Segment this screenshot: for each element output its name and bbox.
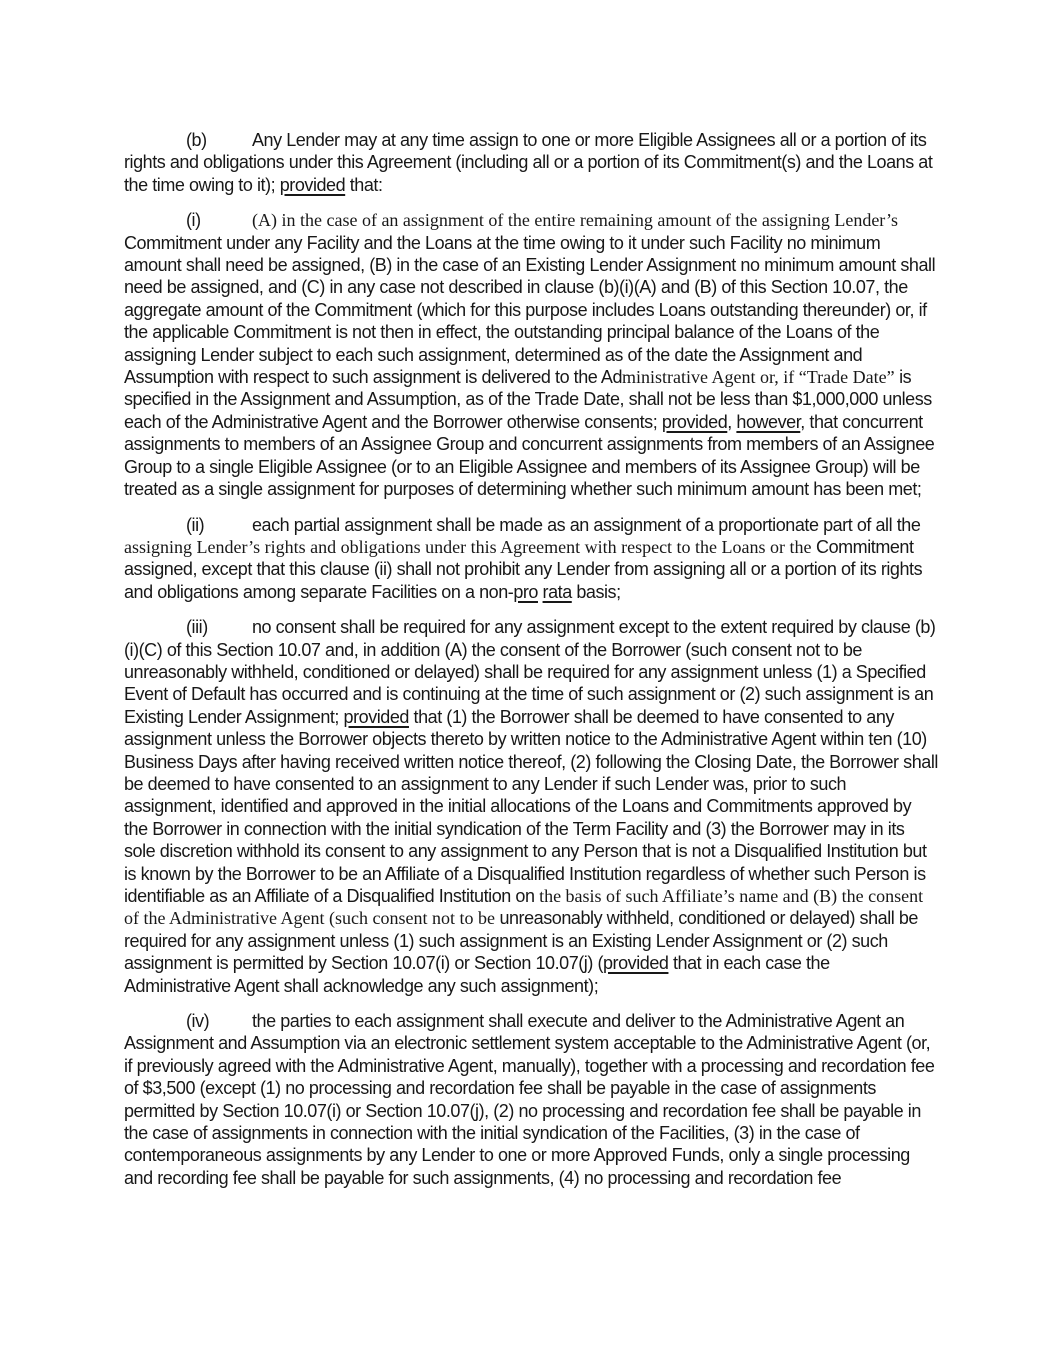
- text-segment: Any Lender may at any time assign to one or more Eligible Assignees all or a portion of its rights and obligations under this Agreement (including all or a portion of its Commitment(s) and the Loans at the time owing to it);: [124, 130, 933, 195]
- text-segment: each partial assignment shall be made as an assignment of a proportionate part of all the: [252, 514, 921, 535]
- paragraph-label: (ii): [186, 514, 205, 535]
- text-segment: , that concurrent assignments to members of an Assignee Group and concurrent assignments from members of an Assignee Group to a single Eligible Assignee (or to an Eligible Assignee and members of its Assignee Group) will be treated as a single assignment for purposes of determining whether such minimum amount has been met;: [124, 411, 935, 500]
- paragraph-ii: [124, 514, 939, 604]
- text-segment: Commitment assigned, except that this clause (ii) shall not prohibit any Lender from assigning all or a portion of its rights and obligations among separate Facilities on a non-: [124, 536, 923, 602]
- text-segment: assigning Lender’s rights and obligations under this Agreement with respect to the Loans or the: [124, 536, 817, 557]
- text-segment: that (1) the Borrower shall be deemed to have consented to any assignment unless the Borrower objects thereto by written notice to the Administrative Agent within ten (10) Business Days after having received written notice thereof, (2) following the Closing Date, the Borrower shall be deemed to have consented to an assignment to any Lender if such Lender was, prior to such assignment, identified and approved in the initial allocations of the Loans and Commitments approved by the Borrower in connection with the initial syndication of the Term Facility and (3) the Borrower may in its sole discretion withhold its consent to any assignment to any Person that is not a Disqualified Institution but is known by the Borrower to be an Affiliate of a Disqualified Institution regardless of whether such Person is identifiable as an Affiliate of a Disqualified Institution on: [124, 706, 938, 906]
- text-segment: ,: [727, 411, 737, 432]
- underlined-term: provided: [603, 953, 669, 974]
- text-segment: (A) in the case of an assignment of the entire remaining amount of the assigning Lender’s: [252, 210, 898, 231]
- text-segment: is specified in the Assignment and Assumption, as of the Trade Date, shall not be less than $1,000,000 unless each of the Administrative Agent and the Borrower otherwise consents;: [124, 367, 932, 432]
- text-segment: that in each case the Administrative Agent shall acknowledge any such assignment);: [124, 953, 830, 996]
- paragraph-label: (b): [186, 130, 207, 150]
- text-segment: ministrative Agent or, if “Trade Date”: [622, 367, 900, 388]
- paragraph-label: (iv): [186, 1011, 210, 1032]
- underlined-term: pro: [513, 581, 538, 602]
- paragraph-label: (iii): [186, 617, 208, 638]
- text-segment: the basis of such Affiliate’s name and (B) the consent of the Administrative Agent (such consent not to be: [124, 886, 924, 929]
- underlined-term: rata: [542, 581, 572, 602]
- paragraph-b: [124, 129, 939, 196]
- paragraph-iv: [124, 1010, 939, 1189]
- underlined-term: provided: [661, 411, 728, 432]
- text-segment: unreasonably withheld, conditioned or delayed) shall be required for any assignment unless (1) such assignment is an Existing Lender Assignment or (2) such assignment is permitted by Section 10.07(i) or Section 10.07(j) (: [124, 908, 918, 974]
- underlined-term: provided: [343, 706, 409, 727]
- paragraph-label: (i): [186, 210, 201, 231]
- underlined-term: however: [736, 411, 801, 432]
- text-segment: Commitment under any Facility and the Loans at the time owing to it under such Facility no minimum amount shall need be assigned, (B) in the case of an Existing Lender Assignment no minimum amount shall need be assigned, and (C) in any case not described in clause (b)(i)(A) and (B) of this Section 10.07, the aggregate amount of the Commitment (which for this purpose includes Loans outstanding thereunder) or, if the applicable Commitment is not then in effect, the outstanding principal balance of the Loans of the assigning Lender subject to each such assignment, determined as of the date the Assignment and Assumption with respect to such assignment is delivered to the Ad: [124, 232, 936, 388]
- paragraph-iii: [124, 616, 939, 997]
- text-segment: no consent shall be required for any assignment except to the extent required by clause (b)(i)(C) of this Section 10.07 and, in addition (A) the consent of the Borrower (such consent not to be unreasonably withheld, conditioned or delayed) shall be required for any assignment unless (1) a Specified Event of Default has occurred and is continuing at the time of such assignment or (2) such assignment is an Existing Lender Assignment;: [124, 617, 936, 727]
- paragraph-i: [124, 209, 939, 500]
- text-segment: that:: [345, 174, 383, 195]
- underlined-term: provided: [279, 174, 346, 195]
- text-segment: basis;: [571, 581, 621, 602]
- document-body: [124, 129, 939, 1189]
- text-segment: the parties to each assignment shall execute and deliver to the Administrative Agent an Assignment and Assumption via an electronic settlement system acceptable to the Administrative Agent (or, if previously agreed with the Administrative Agent, manually), together with a processing and recordation fee of $3,500 (except (1) no processing and recordation fee shall be payable in the case of assignments permitted by Section 10.07(i) or Section 10.07(j), (2) no processing and recordation fee shall be payable in the case of assignments in connection with the initial syndication of the Facilities, (3) in the case of contemporaneous assignments by any Lender to one or more Approved Funds, only a single processing and recording fee shall be payable for such assignments, (4) no processing and recordation fee: [124, 1011, 935, 1188]
